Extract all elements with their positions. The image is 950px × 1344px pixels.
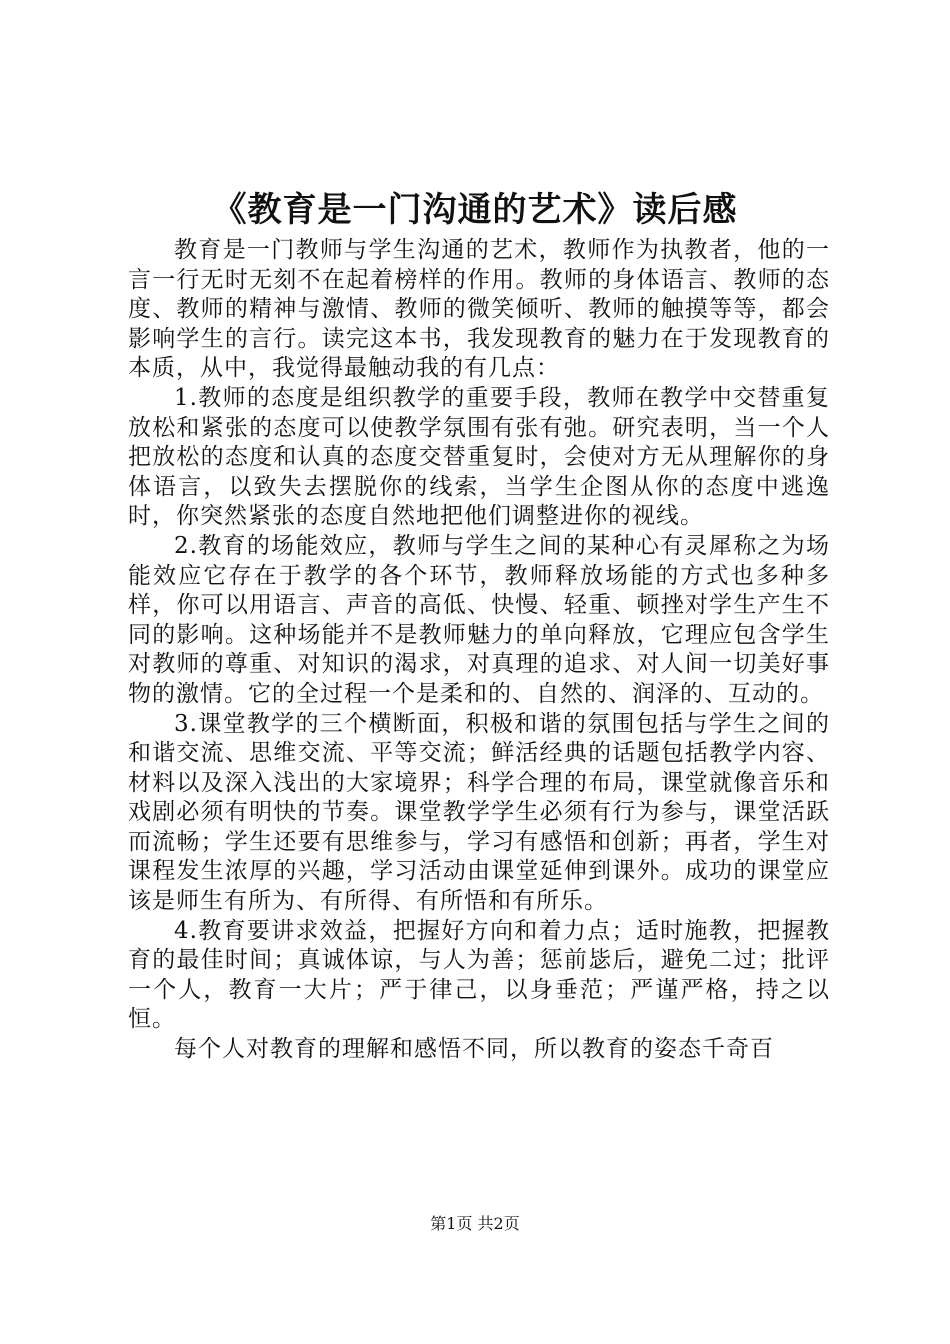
document-body xyxy=(128,236,830,1065)
document-title: 《教育是一门沟通的艺术》读后感 xyxy=(212,190,738,230)
paragraph-point-3: 3.课堂教学的三个横断面，积极和谐的氛围包括与学生之间的和谐交流、思维交流、平等交流；鲜活经典的话题包括教学内容、材料以及深入浅出的大家境界；科学合理的布局，课堂就像音乐和戏剧必须有明快的节奏。课堂教学学生必须有行为参与，课堂活跃而流畅；学生还要有思维参与，学习有感悟和创新；再者，学生对课程发生浓厚的兴趣，学习活动由课堂延伸到课外。成功的课堂应该是师生有所为、有所得、有所悟和有所乐。 xyxy=(128,710,830,915)
paragraph-point-4: 4.教育要讲求效益，把握好方向和着力点；适时施教，把握教育的最佳时间；真诚体谅，与人为善；惩前毖后，避免二过；批评一个人，教育一大片；严于律己，以身垂范；严谨严格，持之以恒。 xyxy=(128,917,830,1033)
paragraph-intro: 教育是一门教师与学生沟通的艺术，教师作为执教者，他的一言一行无时无刻不在起着榜样的作用。教师的身体语言、教师的态度、教师的精神与激情、教师的微笑倾听、教师的触摸等等，都会影响学生的言行。读完这本书，我发现教育的魅力在于发现教育的本质，从中，我觉得最触动我的有几点： xyxy=(128,237,830,382)
paragraph-closing: 每个人对教育的理解和感悟不同，所以教育的姿态千奇百 xyxy=(174,1036,774,1063)
paragraph-point-1: 1.教师的态度是组织教学的重要手段，教师在教学中交替重复放松和紧张的态度可以使教学氛围有张有弛。研究表明，当一个人把放松的态度和认真的态度交替重复时，会使对方无从理解你的身体语言，以致失去摆脱你的线索，当学生企图从你的态度中逃逸时，你突然紧张的态度自然地把他们调整进你的视线。 xyxy=(128,384,830,530)
page-number-footer: 第1页 共2页 xyxy=(430,1214,520,1233)
paragraph-point-2: 2.教育的场能效应，教师与学生之间的某种心有灵犀称之为场能效应它存在于教学的各个环节，教师释放场能的方式也多种多样，你可以用语言、声音的高低、快慢、轻重、顿挫对学生产生不同的影响。这种场能并不是教师魅力的单向释放，它理应包含学生对教师的尊重、对知识的渴求，对真理的追求、对人间一切美好事物的激情。它的全过程一个是柔和的、自然的、润泽的、互动的。 xyxy=(128,532,830,707)
